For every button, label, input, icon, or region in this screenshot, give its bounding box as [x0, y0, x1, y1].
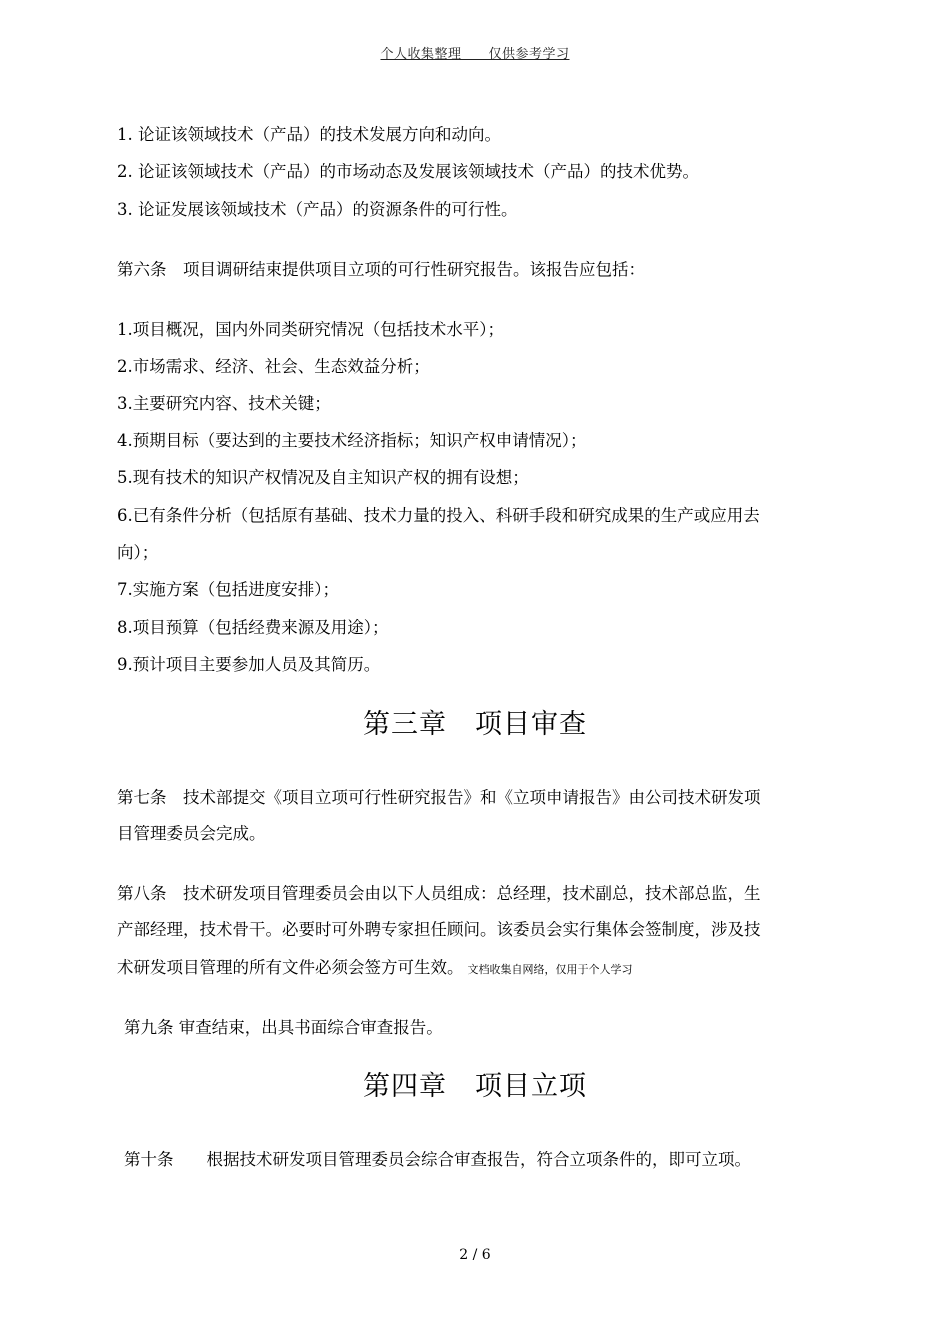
list-b-item: 8.项目预算（包括经费来源及用途）； — [117, 618, 389, 637]
article-9: 第九条 审查结束，出具书面综合审查报告。 — [124, 1018, 443, 1037]
list-a-item: 3. 论证发展该领域技术（产品）的资源条件的可行性。 — [117, 200, 518, 219]
article-8-line — [117, 954, 633, 978]
article-7-line: 第七条 技术部提交《项目立项可行性研究报告》和《立项申请报告》由公司技术研发项 — [117, 788, 761, 807]
list-b-item: 4.预期目标（要达到的主要技术经济指标；知识产权申请情况）； — [117, 431, 587, 450]
article-8-line: 第八条 技术研发项目管理委员会由以下人员组成：总经理，技术副总，技术部总监，生 — [117, 884, 761, 903]
article-8-line: 产部经理，技术骨干。必要时可外聘专家担任顾问。该委员会实行集体会签制度，涉及技 — [117, 920, 761, 939]
chapter-title: 第三章 项目审查 — [363, 709, 587, 740]
list-b-item: 6.已有条件分析（包括原有基础、技术力量的投入、科研手段和研究成果的生产或应用去 — [117, 506, 760, 525]
list-b-item: 7.实施方案（包括进度安排）； — [117, 580, 339, 599]
list-b-item: 9.预计项目主要参加人员及其简历。 — [117, 655, 381, 674]
article-6: 第六条 项目调研结束提供项目立项的可行性研究报告。该报告应包括： — [117, 260, 645, 279]
list-b-item: 5.现有技术的知识产权情况及自主知识产权的拥有设想； — [117, 468, 529, 487]
page-number: 2 / 6 — [459, 1247, 491, 1263]
page-header — [0, 43, 950, 62]
watermark-note: 文档收集自网络，仅用于个人学习 — [467, 963, 633, 976]
article-10: 第十条 根据技术研发项目管理委员会综合审查报告，符合立项条件的，即可立项。 — [124, 1150, 751, 1169]
list-a-item: 2. 论证该领域技术（产品）的市场动态及发展该领域技术（产品）的技术优势。 — [117, 162, 699, 181]
list-a-item: 1. 论证该领域技术（产品）的技术发展方向和动向。 — [117, 125, 501, 144]
list-b-item: 3.主要研究内容、技术关键； — [117, 394, 331, 413]
list-b-item: 向）； — [117, 543, 159, 562]
list-b-item: 1.项目概况，国内外同类研究情况（包括技术水平）； — [117, 320, 504, 339]
list-b-item: 2.市场需求、经济、社会、生态效益分析； — [117, 357, 430, 376]
header-text: 个人收集整理＿＿仅供参考学习 — [380, 47, 570, 62]
article-7-line: 目管理委员会完成。 — [117, 824, 266, 843]
chapter-title: 第四章 项目立项 — [363, 1071, 587, 1102]
article-8-text: 术研发项目管理的所有文件必须会签方可生效。 — [117, 958, 464, 977]
